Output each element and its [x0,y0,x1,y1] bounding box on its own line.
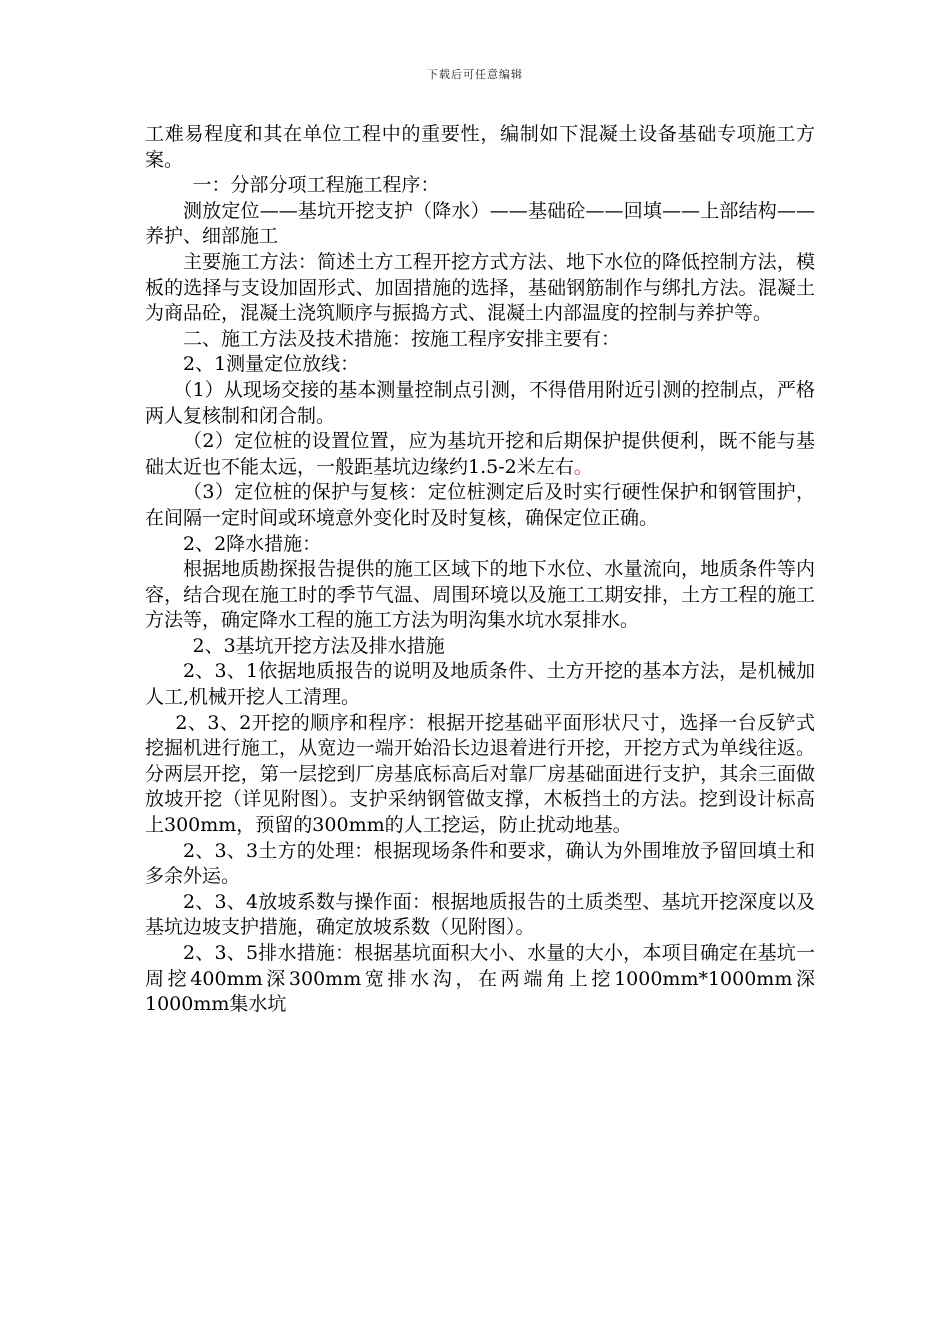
paragraph-2-1-item-2-text: （2）定位桩的设置位置，应为基坑开挖和后期保护提供便利，既不能与基础太近也不能太远，一般距基坑边缘约1.5-2米左右 [145,430,815,478]
heading-2-1: 2、1测量定位放线： [183,353,360,376]
paragraph-2-3-4: 2、3、4放坡系数与操作面：根据地质报告的土质类型、基坑开挖深度以及基坑边坡支护措施，确定放坡系数（见附图）。 [145,890,815,939]
paragraph-2-3-5: 2、3、5排水措施：根据基坑面积大小、水量的大小，本项目确定在基坑一周挖400mm深300mm宽排水沟，在两端角上挖1000mm*1000mm深1000mm集水坑 [145,942,815,1016]
paragraph-2-2-body: 根据地质勘探报告提供的施工区域下的地下水位、水量流向，地质条件等内容，结合现在施工时的季节气温、周围环境以及施工工期安排，土方工程的施工方法等，确定降水工程的施工方法为明沟集水坑水泵排水。 [145,558,815,632]
paragraph-2-3-1: 2、3、1依据地质报告的说明及地质条件、土方开挖的基本方法，是机械加人工,机械开挖人工清理。 [145,660,815,709]
paragraph-2-3-2: 2、3、2开挖的顺序和程序：根据开挖基础平面形状尺寸，选择一台反铲式挖掘机进行施工，从宽边一端开始沿长边退着进行开挖，开挖方式为单线往返。分两层开挖，第一层挖到厂房基底标高后对靠厂房基础面进行支护，其余三面做放坡开挖（详见附图）。支护采纳钢管做支撑，木板挡土的方法。挖到设计标高上300mm，预留的300mm的人工挖运，防止扰动地基。 [145,711,815,837]
red-period-mark: 。 [573,455,593,478]
paragraph-main-methods: 主要施工方法：简述土方工程开挖方式方法、地下水位的降低控制方法，模板的选择与支设加固形式、加固措施的选择，基础钢筋制作与绑扎方法。混凝土为商品砼，混凝土浇筑顺序与振捣方式、混凝土内部温度的控制与养护等。 [145,250,815,325]
paragraph-2-3-3: 2、3、3土方的处理：根据现场条件和要求，确认为外围堆放予留回填土和多余外运。 [145,839,815,888]
page-header: 下载后可任意编辑 [427,68,523,81]
heading-section-1: 一：分部分项工程施工程序： [192,174,440,197]
heading-2-3: 2、3基坑开挖方法及排水措施 [192,634,445,657]
paragraph-intro: 工难易程度和其在单位工程中的重要性，编制如下混凝土设备基础专项施工方案。 [145,123,815,171]
heading-section-2: 二、施工方法及技术措施：按施工程序安排主要有： [183,327,621,350]
paragraph-2-1-item-3: （3）定位桩的保护与复核：定位桩测定后及时实行硬性保护和钢管围护，在间隔一定时间或环境意外变化时及时复核，确保定位正确。 [145,481,815,529]
paragraph-procedure-flow: 测放定位——基坑开挖支护（降水）——基础砼——回填——上部结构——养护、细部施工 [145,199,815,248]
document-body [145,122,815,1018]
heading-2-2: 2、2降水措施： [183,532,322,555]
paragraph-2-1-item-2 [145,429,815,480]
paragraph-2-1-item-1: （1）从现场交接的基本测量控制点引测，不得借用附近引测的控制点，严格两人复核制和闭合制。 [145,378,815,427]
